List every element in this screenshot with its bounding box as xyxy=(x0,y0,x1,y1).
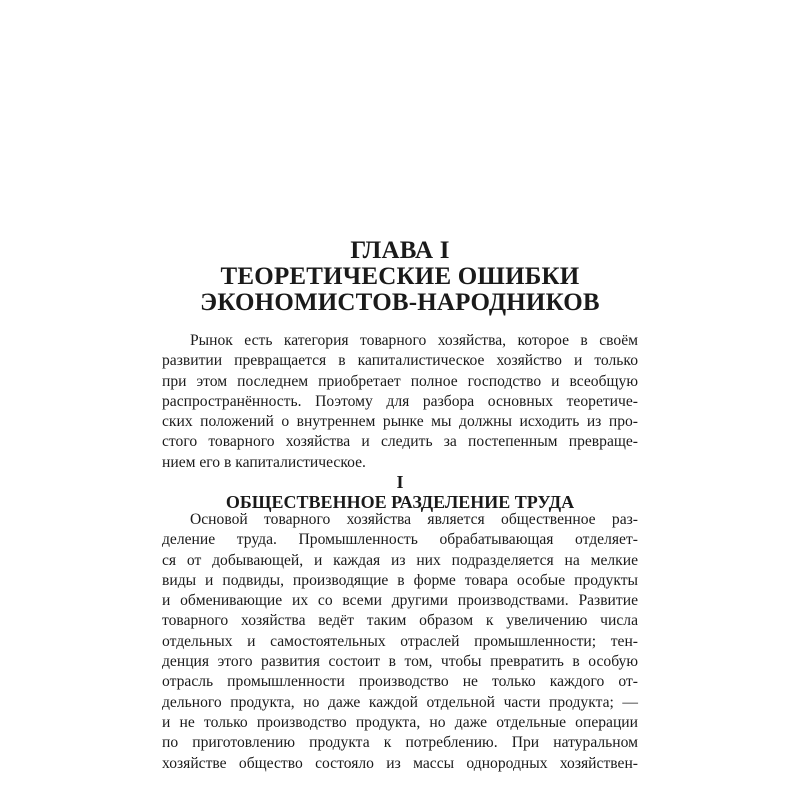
chapter-title-line-1: ТЕОРЕТИЧЕСКИЕ ОШИБКИ xyxy=(220,263,580,290)
text-line: развитии превращается в капиталистическое хозяйство и только xyxy=(162,352,638,370)
body-paragraph xyxy=(162,510,638,774)
text-line: виды и подвиды, производящие в форме товара особые продукты xyxy=(162,571,638,589)
text-line: и обменивающие их со всеми другими производствами. Развитие xyxy=(162,592,638,610)
section-heading xyxy=(150,472,650,512)
text-line: Рынок есть категория товарного хозяйства, которое в своём xyxy=(190,332,638,349)
text-line: ся от добывающей, и каждая из них подразделяется на мелкие xyxy=(162,551,638,569)
text-line: и не только производство продукта, но даже отдельные операции xyxy=(162,713,638,731)
text-line: дельного продукта, но даже каждой отдельной части продукта; — xyxy=(162,693,638,711)
section-title: ОБЩЕСТВЕННОЕ РАЗДЕЛЕНИЕ ТРУДА xyxy=(225,492,575,512)
text-line: деление труда. Промышленность обрабатывающая отделяет- xyxy=(162,531,638,549)
text-line: по приготовлению продукта к потреблению. При натуральном xyxy=(162,734,638,752)
section-number: I xyxy=(396,472,404,492)
intro-paragraph xyxy=(162,331,638,473)
text-line: распространённость. Поэтому для разбора основных теоретиче- xyxy=(162,392,638,410)
text-line: при этом последнем приобретает полное господство и всеобщую xyxy=(162,372,638,390)
text-line: товарного хозяйства ведёт таким образом к увеличению числа xyxy=(162,612,638,630)
text-line: отрасль промышленности производство не только каждого от- xyxy=(162,673,638,691)
text-line: денция этого развития состоит в том, чтобы превратить в особую xyxy=(162,653,638,671)
text-line: ских положений о внутреннем рынке мы должны исходить из про- xyxy=(162,413,638,431)
text-line: отдельных и самостоятельных отраслей промышленности; тен- xyxy=(162,632,638,650)
text-line: нием его в капиталистическое. xyxy=(162,453,366,471)
text-line: стого товарного хозяйства и следить за постепенным превраще- xyxy=(162,433,638,451)
chapter-title-line-2: ЭКОНОМИСТОВ-НАРОДНИКОВ xyxy=(200,289,600,316)
chapter-number: ГЛАВА I xyxy=(350,237,450,264)
text-line: хозяйстве общество состояло из массы однородных хозяйствен- xyxy=(162,754,638,772)
chapter-heading xyxy=(150,238,650,316)
text-line: Основой товарного хозяйства является общественное раз- xyxy=(190,511,638,528)
